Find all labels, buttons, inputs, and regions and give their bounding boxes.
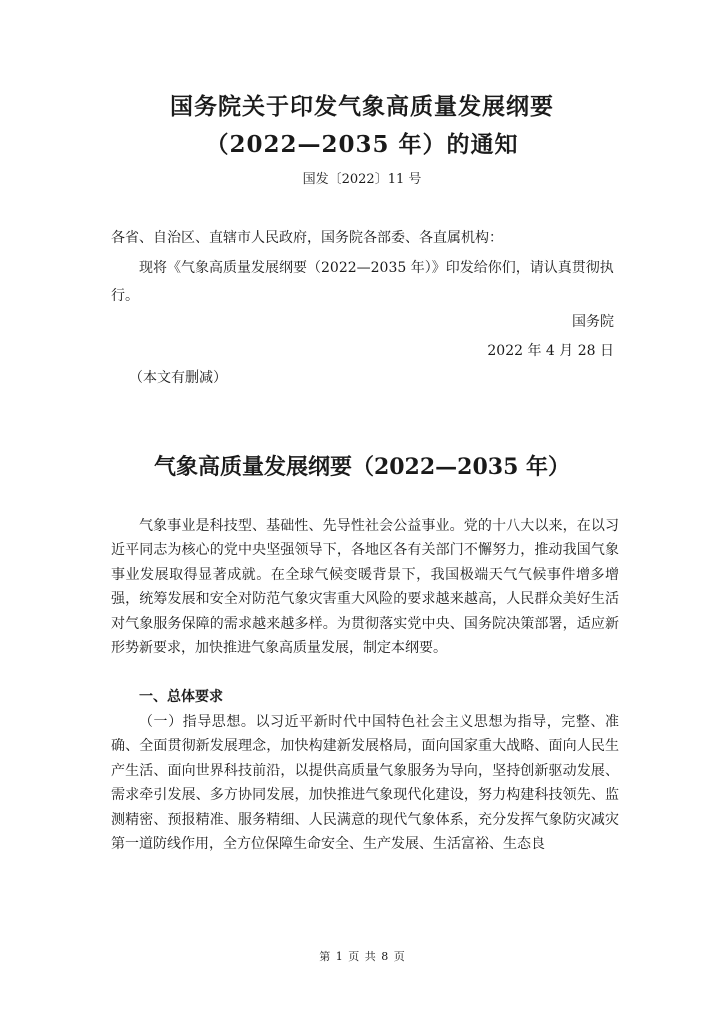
abridged-note: （本文有删减） — [129, 370, 227, 386]
guiding-ideology-paragraph: （一）指导思想。以习近平新时代中国特色社会主义思想为指导，完整、准确、全面贯彻新发展理念，加快构建新发展格局，面向国家重大战略、面向人民生产生活、面向世界科技前沿，以提供高质量气象服务为导向，坚持创新驱动发展、需求牵引发展、多方协同发展，加快推进气象现代化建设，努力构建科技领先、监测精密、预报精准、服务精细、人民满意的现代气象体系，充分发挥气象防灾减灾第一道防线作用，全方位保障生命安全、生产发展、生活富裕、生态良 — [111, 714, 619, 853]
section-heading-general-requirements: 一、总体要求 — [139, 689, 223, 705]
signer: 国务院 — [572, 314, 614, 330]
instruction-paragraph: 现将《气象高质量发展纲要（2022—2035 年）》印发给你们，请认真贯彻执行。 — [111, 260, 614, 304]
issue-date: 2022 年 4 月 28 日 — [487, 343, 614, 359]
intro-paragraph: 气象事业是科技型、基础性、先导性社会公益事业。党的十八大以来，在以习近平同志为核心的党中央坚强领导下，各地区各有关部门不懈努力，推动我国气象事业发展取得显著成就。在全球气候变暖背景下，我国极端天气气候事件增多增强，统筹发展和安全对防范气象灾害重大风险的要求越来越高，人民群众美好生活对气象服务保障的需求越来越多样。为贯彻落实党中央、国务院决策部署，适应新形势新要求，加快推进气象高质量发展，制定本纲要。 — [111, 518, 619, 657]
document-number: 国发〔2022〕11 号 — [302, 172, 422, 187]
page-footer: 第 1 页 共 8 页 — [319, 950, 405, 963]
addressee-line: 各省、自治区、直辖市人民政府，国务院各部委、各直属机构： — [111, 230, 503, 246]
notice-title-line2: （2022—2035 年）的通知 — [205, 131, 519, 158]
outline-title: 气象高质量发展纲要（2022—2035 年） — [153, 454, 571, 480]
notice-title-line1: 国务院关于印发气象高质量发展纲要 — [170, 93, 554, 120]
